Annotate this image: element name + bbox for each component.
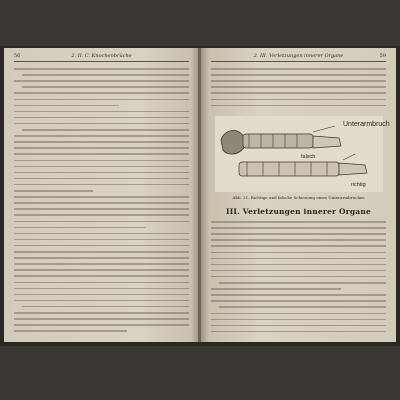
body-text-line-placeholder <box>211 80 386 82</box>
body-text-line-placeholder <box>14 190 93 192</box>
body-text-line-placeholder <box>219 282 386 284</box>
left-running-head: 2. II. C. Knochenbrüche <box>71 53 132 59</box>
body-text-line-placeholder <box>211 227 386 229</box>
body-text-line-placeholder <box>211 92 386 94</box>
body-text-line-placeholder <box>14 111 189 113</box>
body-text-line-placeholder <box>211 68 386 70</box>
body-text-line-placeholder <box>211 233 386 235</box>
figure-caption: Abb. 21. Richtige und falsche Schienung eines Unterarmbruches <box>232 195 365 200</box>
body-text-line-placeholder <box>14 153 189 155</box>
left-page <box>4 48 199 342</box>
body-text-line-placeholder <box>14 141 189 143</box>
body-text-line-placeholder <box>219 306 386 308</box>
body-text-line-placeholder <box>14 202 189 204</box>
body-text-line-placeholder <box>211 252 386 254</box>
body-text-line-placeholder <box>14 330 127 332</box>
body-text-line-placeholder <box>22 86 189 88</box>
body-text-line-placeholder <box>14 178 189 180</box>
body-text-line-placeholder <box>14 221 189 223</box>
body-text-line-placeholder <box>14 257 189 259</box>
body-text-line-placeholder <box>22 74 189 76</box>
body-text-line-placeholder <box>14 135 189 137</box>
body-text-line-placeholder <box>14 184 189 186</box>
body-text-line-placeholder <box>14 172 189 174</box>
body-text-line-placeholder <box>14 251 189 253</box>
body-text-line-placeholder <box>211 325 386 327</box>
body-text-line-placeholder <box>211 264 386 266</box>
body-text-line-placeholder <box>14 227 146 229</box>
body-text-line-placeholder <box>14 324 189 326</box>
left-page-number: 56 <box>14 53 21 59</box>
body-text-line-placeholder <box>14 294 189 296</box>
body-text-line-placeholder <box>211 105 386 107</box>
figure-label-richtig: richtig <box>351 182 366 188</box>
body-text-line-placeholder <box>14 92 189 94</box>
figure-label-falsch: falsch <box>301 154 316 160</box>
body-text-line-placeholder <box>14 117 189 119</box>
left-header-rule <box>14 61 189 62</box>
body-text-line-placeholder <box>14 245 189 247</box>
body-text-line-placeholder <box>22 306 189 308</box>
body-text-line-placeholder <box>14 300 189 302</box>
right-page-number: 59 <box>379 53 386 59</box>
body-text-line-placeholder <box>14 147 189 149</box>
body-text-line-placeholder <box>14 318 189 320</box>
body-text-line-placeholder <box>14 105 119 107</box>
body-text-line-placeholder <box>14 275 189 277</box>
body-text-line-placeholder <box>211 331 386 333</box>
right-running-head: 2. III. Verletzungen innerer Organe <box>253 53 344 59</box>
splint-illustration <box>215 116 390 192</box>
body-text-line-placeholder <box>211 258 386 260</box>
body-text-line-placeholder <box>22 129 189 131</box>
body-text-line-placeholder <box>14 196 189 198</box>
body-text-line-placeholder <box>14 166 189 168</box>
body-text-line-placeholder <box>211 245 386 247</box>
body-text-line-placeholder <box>14 312 189 314</box>
body-text-line-placeholder <box>211 74 386 76</box>
body-text-line-placeholder <box>14 160 189 162</box>
body-text-line-placeholder <box>211 239 386 241</box>
body-text-line-placeholder <box>14 68 189 70</box>
body-text-line-placeholder <box>14 99 189 101</box>
body-text-line-placeholder <box>14 123 189 125</box>
body-text-line-placeholder <box>211 294 386 296</box>
body-text-line-placeholder <box>14 233 189 235</box>
body-text-line-placeholder <box>211 86 386 88</box>
body-text-line-placeholder <box>14 208 189 210</box>
section-heading: III. Verletzungen innerer Organe <box>226 207 371 216</box>
body-text-line-placeholder <box>211 99 386 101</box>
body-text-line-placeholder <box>211 221 386 223</box>
body-text-line-placeholder <box>211 319 386 321</box>
body-text-line-placeholder <box>14 239 189 241</box>
right-page <box>201 48 396 342</box>
left-running-header <box>14 51 189 61</box>
body-text-line-placeholder <box>14 80 189 82</box>
body-text-line-placeholder <box>211 288 341 290</box>
body-text-line-placeholder <box>14 269 189 271</box>
body-text-line-placeholder <box>14 282 189 284</box>
body-text-line-placeholder <box>14 288 189 290</box>
body-text-line-placeholder <box>211 300 386 302</box>
right-running-header <box>211 51 386 61</box>
body-text-line-placeholder <box>14 263 189 265</box>
right-header-rule <box>211 61 386 62</box>
body-text-line-placeholder <box>211 313 386 315</box>
body-text-line-placeholder <box>14 214 189 216</box>
body-text-line-placeholder <box>211 270 386 272</box>
body-text-line-placeholder <box>211 276 386 278</box>
figure-label-top: Unterarmbruch <box>343 121 390 128</box>
